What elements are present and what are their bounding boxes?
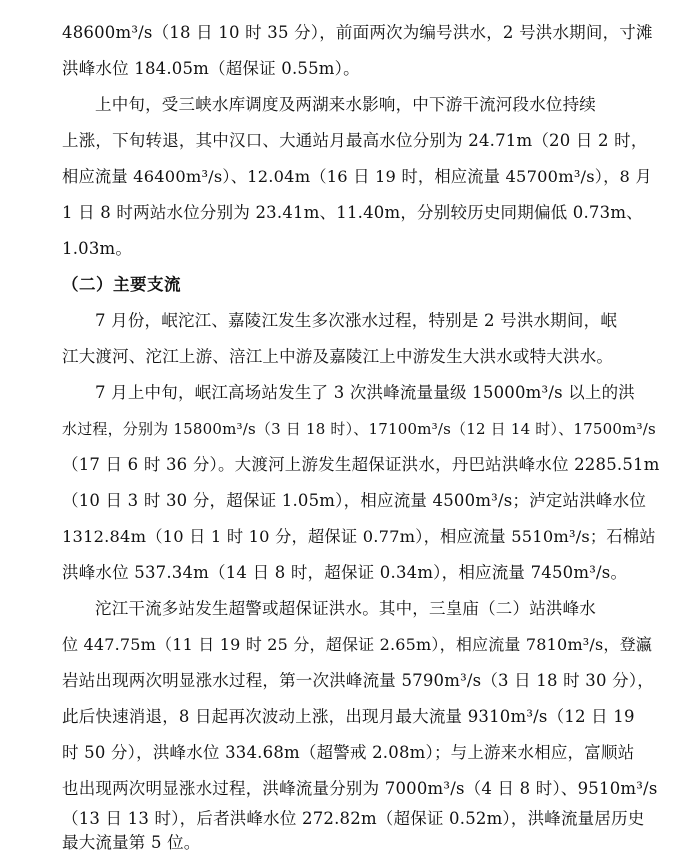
text-line: 最大流量第 5 位。 [62, 833, 201, 852]
text-line: （17 日 6 时 36 分）。大渡河上游发生超保证洪水，丹巴站洪峰水位 2285.51m [62, 455, 660, 474]
paragraph-start-line: 上中旬，受三峡水库调度及两湖来水影响，中下游干流河段水位持续 [95, 95, 596, 114]
text-line: 此后快速消退，8 日起再次波动上涨，出现月最大流量 9310m³/s（12 日 19 [62, 707, 635, 726]
text-line: 上涨，下旬转退，其中汉口、大通站月最高水位分别为 24.71m（20 日 2 时， [62, 131, 648, 150]
text-line: 48600m³/s（18 日 10 时 35 分），前面两次为编号洪水，2 号洪水期间，寸滩 [62, 23, 653, 42]
text-line: 水过程，分别为 15800m³/s（3 日 18 时）、17100m³/s（12 日 14 时）、17500m³/s [62, 420, 656, 438]
paragraph-start-line: 7 月份，岷沱江、嘉陵江发生多次涨水过程，特别是 2 号洪水期间，岷 [95, 311, 618, 330]
text-line: （10 日 3 时 30 分，超保证 1.05m），相应流量 4500m³/s；泸定站洪峰水位 [62, 491, 647, 510]
paragraph-start-line: 沱江干流多站发生超警或超保证洪水。其中，三皇庙（二）站洪峰水 [95, 599, 596, 618]
text-line: （13 日 13 时），后者洪峰水位 272.82m（超保证 0.52m），洪峰流量居历史 [62, 809, 645, 828]
text-line: 洪峰水位 537.34m（14 日 8 时，超保证 0.34m），相应流量 7450m³/s。 [62, 563, 628, 582]
text-line: 1 日 8 时两站水位分别为 23.41m、11.40m，分别较历史同期偏低 0.73m、 [62, 203, 643, 222]
text-line: 时 50 分），洪峰水位 334.68m（超警戒 2.08m）；与上游来水相应，富顺站 [62, 743, 635, 762]
paragraph-start-line: 7 月上中旬，岷江高场站发生了 3 次洪峰流量量级 15000m³/s 以上的洪 [95, 383, 635, 402]
text-line: 位 447.75m（11 日 19 时 25 分，超保证 2.65m），相应流量 7810m³/s，登瀛 [62, 635, 653, 654]
text-line: 1.03m。 [62, 239, 133, 258]
section-heading: （二）主要支流 [62, 275, 181, 294]
text-line: 也出现两次明显涨水过程，洪峰流量分别为 7000m³/s（4 日 8 时）、9510m³/s [62, 779, 658, 798]
text-line: 洪峰水位 184.05m（超保证 0.55m）。 [62, 59, 360, 78]
text-line: 1312.84m（10 日 1 时 10 分，超保证 0.77m），相应流量 5510m³/s；石棉站 [62, 527, 656, 546]
text-line: 江大渡河、沱江上游、涪江上中游及嘉陵江上中游发生大洪水或特大洪水。 [62, 347, 614, 366]
text-line: 相应流量 46400m³/s）、12.04m（16 日 19 时，相应流量 45700m³/s），8 月 [62, 167, 652, 186]
text-line: 岩站出现两次明显涨水过程，第一次洪峰流量 5790m³/s（3 日 18 时 30 分）， [62, 671, 654, 690]
